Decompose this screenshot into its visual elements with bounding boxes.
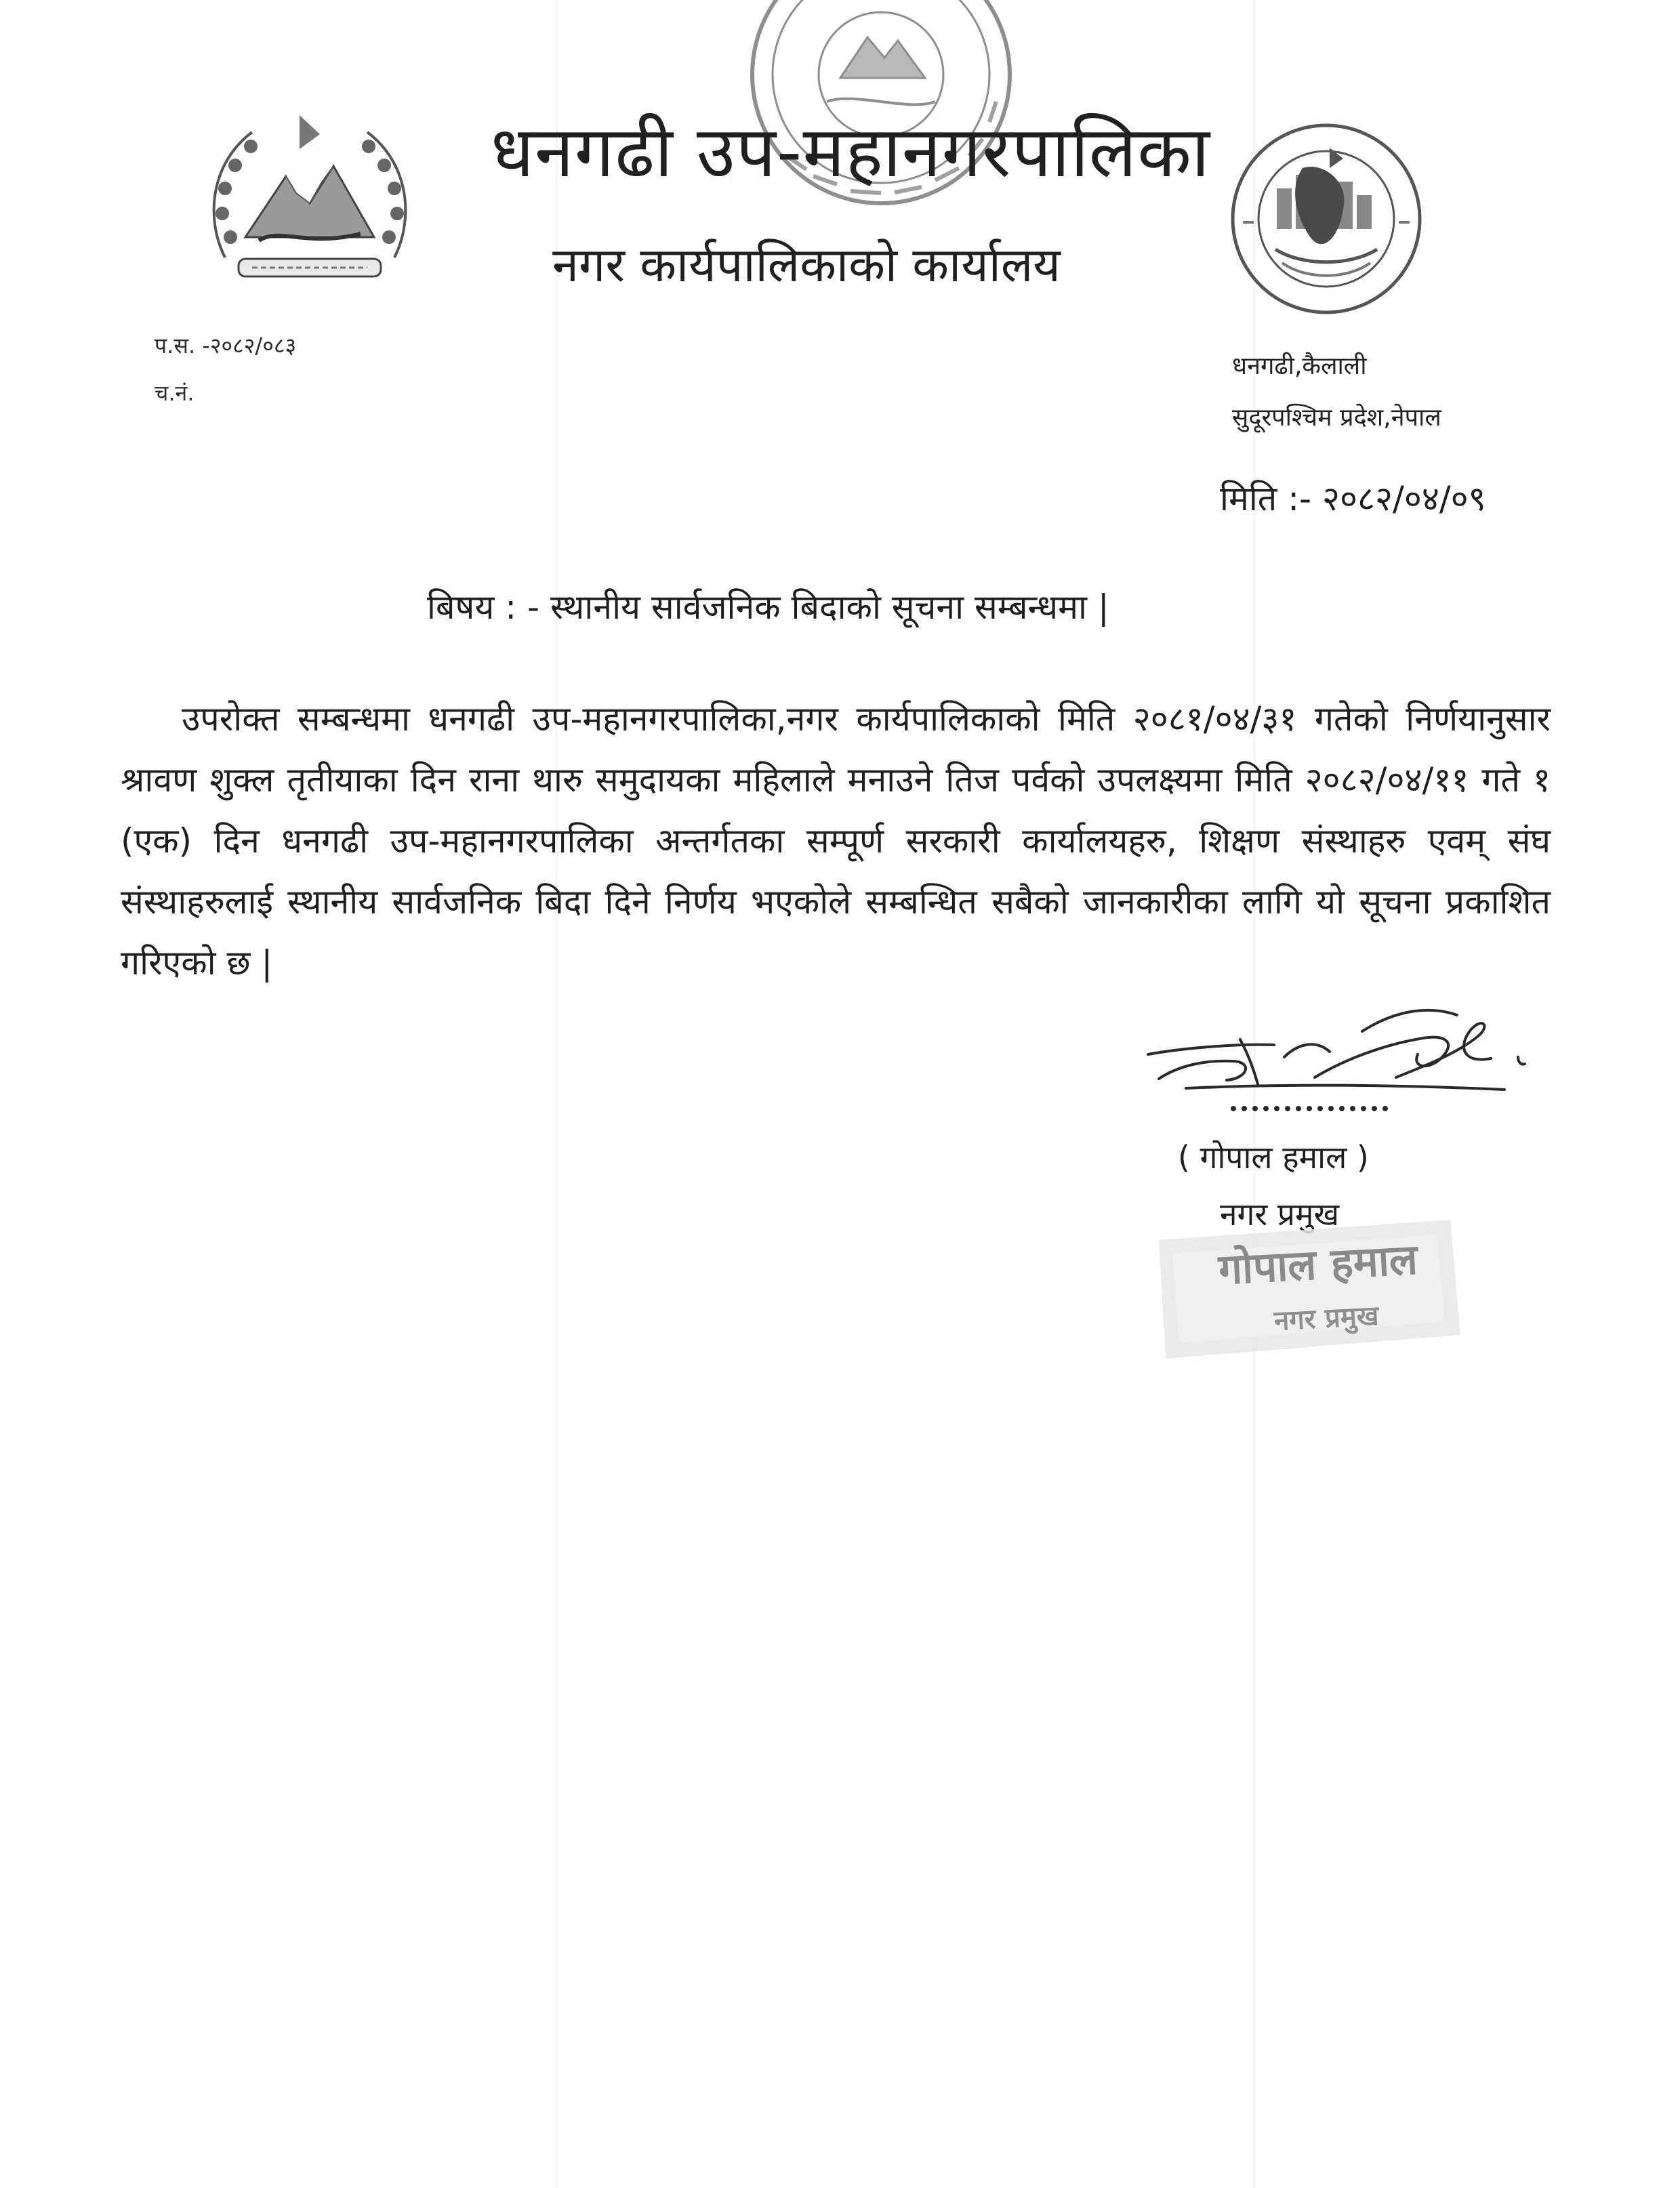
notice-body: उपरोक्त सम्बन्धमा धनगढी उप-महानगरपालिका,नगर कार्यपालिकाको मिति २०८१/०४/३१ गतेको निर्णयानुसार श्रावण शुक्ल तृतीयाका दिन राना थारु समुदायका महिलाले मनाउने तिज पर्वको उपलक्ष्यमा मिति २०८२/०४/११ गते १ (एक) दिन धनगढी उप-महानगरपालिका अन्तर्गतका सम्पूर्ण सरकारी कार्यालयहरु, शिक्षण संस्थाहरु एवम् संघ संस्थाहरुलाई स्थानीय सार्वजनिक बिदा दिने निर्णय भएकोले सम्बन्धित सबैको जानकारीका लागि यो सूचना प्रकाशित गरिएको छ | (121, 699, 1551, 983)
signatory-designation: नगर प्रमुख (1220, 1196, 1340, 1233)
signatory-name: ( गोपाल हमाल ) (1178, 1139, 1369, 1176)
address-line-2: सुदूरपश्चिम प्रदेश,नेपाल (1232, 404, 1441, 432)
document-date: मिति :- २०८२/०४/०९ (1220, 479, 1486, 518)
dispatch-number-label: च.नं. (155, 380, 194, 406)
stamp-name-text: गोपाल हमाल (1217, 1234, 1419, 1294)
subject-line: बिषय : - स्थानीय सार्वजनिक बिदाको सूचना सम्बन्धमा | (427, 587, 1109, 627)
signature-icon (1139, 989, 1572, 1125)
name-stamp (1152, 1220, 1464, 1362)
paper-fold-line (556, 0, 558, 2188)
page-title: धनगढी उप-महानगरपालिका (491, 110, 1210, 193)
nepal-emblem-icon (198, 102, 422, 298)
page-subtitle: नगर कार्यपालिकाको कार्यालय (552, 237, 1061, 293)
city-logo-icon (1228, 121, 1425, 317)
stamp-designation-text: नगर प्रमुख (1273, 1300, 1380, 1337)
fiscal-year-label: प.स. -२०८२/०८३ (155, 333, 297, 358)
address-line-1: धनगढी,कैलाली (1232, 352, 1367, 380)
